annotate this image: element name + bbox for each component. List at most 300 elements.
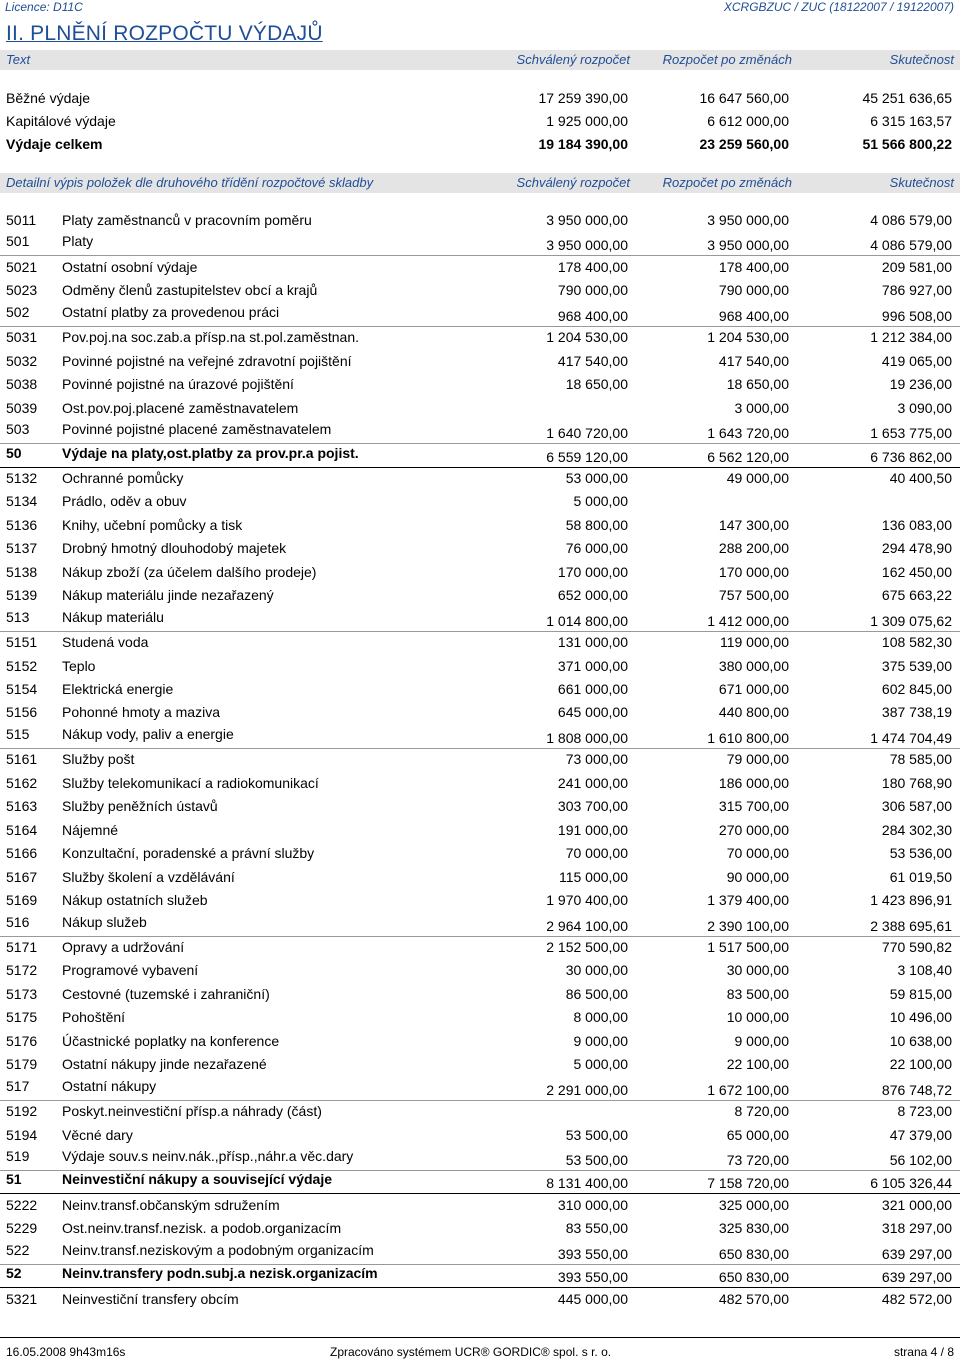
budget-after-changes: 1 610 800,00 — [707, 730, 789, 746]
table-row — [0, 490, 960, 513]
item-name: Neinv.transf.neziskovým a podobným organizacím — [62, 1242, 374, 1258]
budget-after-changes: 1 672 100,00 — [707, 1082, 789, 1098]
actual-amount: 22 100,00 — [889, 1056, 952, 1072]
approved-budget: 2 964 100,00 — [546, 918, 628, 934]
budget-after-changes: 170 000,00 — [718, 564, 789, 580]
approved-budget: 30 000,00 — [565, 962, 628, 978]
actual-amount: 786 927,00 — [881, 282, 952, 298]
item-name: Ost.neinv.transf.nezisk. a podob.organizacím — [62, 1220, 342, 1236]
item-name: Nákup vody, paliv a energie — [62, 726, 234, 742]
item-code: 5167 — [6, 869, 38, 885]
budget-after-changes: 325 000,00 — [718, 1197, 789, 1213]
item-name: Služby telekomunikací a radiokomunikací — [62, 775, 319, 791]
page-footer — [0, 1337, 960, 1358]
header-actual: Skutečnost — [889, 52, 954, 67]
item-name: Výdaje na platy,ost.platby za prov.pr.a pojist. — [62, 445, 359, 461]
item-code: 5139 — [6, 587, 38, 603]
item-name: Nákup zboží (za účelem dalšího prodeje) — [62, 564, 317, 580]
item-code: 5229 — [6, 1220, 38, 1236]
item-code: 5156 — [6, 704, 38, 720]
budget-after-changes: 70 000,00 — [726, 845, 789, 861]
item-code: 5222 — [6, 1197, 38, 1213]
item-code: 51 — [6, 1171, 22, 1187]
budget-after-changes: 417 540,00 — [718, 353, 789, 369]
table-row — [0, 1194, 960, 1217]
summary-row-current — [0, 88, 960, 111]
item-name: Elektrická energie — [62, 681, 174, 697]
table-row — [0, 561, 960, 584]
item-code: 5166 — [6, 845, 38, 861]
approved-budget: 1 970 400,00 — [546, 892, 628, 908]
budget-after-changes: 30 000,00 — [726, 962, 789, 978]
approved-budget: 645 000,00 — [557, 704, 628, 720]
budget-after-changes: 315 700,00 — [718, 798, 789, 814]
approved-budget: 241 000,00 — [557, 775, 628, 791]
item-name: Služby pošt — [62, 751, 135, 767]
budget-after-changes: 1 379 400,00 — [707, 892, 789, 908]
item-code: 5194 — [6, 1127, 38, 1143]
budget-after-changes: 8 720,00 — [734, 1103, 789, 1119]
actual-amount: 6 736 862,00 — [870, 449, 952, 465]
approved-budget: 661 000,00 — [557, 681, 628, 697]
item-code: 5179 — [6, 1056, 38, 1072]
actual-amount: 180 768,90 — [881, 775, 952, 791]
actual-amount: 1 653 775,00 — [870, 425, 952, 441]
actual-amount: 8 723,00 — [897, 1103, 952, 1119]
summary-name: Kapitálové výdaje — [6, 113, 116, 129]
header-after-changes: Rozpočet po změnách — [662, 175, 792, 190]
item-code: 5176 — [6, 1033, 38, 1049]
table-row — [0, 959, 960, 982]
budget-after-changes: 2 390 100,00 — [707, 918, 789, 934]
item-code: 5038 — [6, 376, 38, 392]
item-name: Prádlo, oděv a obuv — [62, 493, 187, 509]
item-name: Konzultační, poradenské a právní služby — [62, 845, 315, 861]
header-detail-text: Detailní výpis položek dle druhového třídění rozpočtové skladby — [6, 175, 374, 190]
actual-amount: 375 539,00 — [881, 658, 952, 674]
approved-budget: 2 152 500,00 — [546, 939, 628, 955]
table-row — [0, 584, 960, 607]
summary-approved: 19 184 390,00 — [538, 136, 628, 152]
item-name: Knihy, učební pomůcky a tisk — [62, 517, 243, 533]
item-code: 5137 — [6, 540, 38, 556]
budget-after-changes: 1 204 530,00 — [707, 329, 789, 345]
table-row — [0, 467, 960, 490]
group-total-row — [0, 1264, 960, 1288]
summary-approved: 17 259 390,00 — [538, 90, 628, 106]
item-code: 5169 — [6, 892, 38, 908]
actual-amount: 876 748,72 — [881, 1082, 952, 1098]
item-code: 5163 — [6, 798, 38, 814]
item-code: 5192 — [6, 1103, 38, 1119]
group-total-row — [0, 1170, 960, 1194]
summary-row-capital — [0, 111, 960, 134]
approved-budget: 3 950 000,00 — [546, 212, 628, 228]
item-code: 50 — [6, 445, 22, 461]
actual-amount: 209 581,00 — [881, 259, 952, 275]
approved-budget: 5 000,00 — [573, 493, 628, 509]
budget-after-changes: 757 500,00 — [718, 587, 789, 603]
summary-after-changes: 16 647 560,00 — [699, 90, 789, 106]
item-code: 5134 — [6, 493, 38, 509]
summary-approved: 1 925 000,00 — [546, 113, 628, 129]
approved-budget: 86 500,00 — [565, 986, 628, 1002]
license-label: Licence: D11C — [5, 0, 83, 14]
actual-amount: 284 302,30 — [881, 822, 952, 838]
item-name: Ostatní nákupy jinde nezařazené — [62, 1056, 267, 1072]
table-row — [0, 866, 960, 889]
budget-after-changes: 1 412 000,00 — [707, 613, 789, 629]
table-row — [0, 772, 960, 795]
budget-after-changes: 968 400,00 — [718, 308, 789, 324]
table-row — [0, 748, 960, 771]
item-name: Neinv.transf.občanským sdružením — [62, 1197, 280, 1213]
actual-amount: 321 000,00 — [881, 1197, 952, 1213]
group-total-row — [0, 444, 960, 468]
item-name: Služby školení a vzdělávání — [62, 869, 235, 885]
budget-after-changes: 119 000,00 — [719, 634, 789, 650]
budget-after-changes: 325 830,00 — [718, 1220, 789, 1236]
actual-amount: 61 019,50 — [889, 869, 952, 885]
item-code: 513 — [6, 609, 30, 625]
table-row — [0, 350, 960, 373]
actual-amount: 1 212 384,00 — [870, 329, 952, 345]
table-row — [0, 397, 960, 420]
page-number: strana 4 / 8 — [893, 1345, 954, 1359]
approved-budget: 6 559 120,00 — [546, 449, 628, 465]
header-text: Text — [6, 52, 31, 67]
summary-actual: 51 566 800,22 — [862, 136, 952, 152]
budget-after-changes: 650 830,00 — [718, 1269, 789, 1285]
subtotal-row — [0, 608, 960, 632]
item-code: 5162 — [6, 775, 38, 791]
budget-after-changes: 79 000,00 — [726, 751, 789, 767]
table-row — [0, 1124, 960, 1147]
budget-after-changes: 6 562 120,00 — [707, 449, 789, 465]
summary-actual: 45 251 636,65 — [862, 90, 952, 106]
approved-budget: 115 000,00 — [558, 869, 628, 885]
subtotal-row — [0, 1077, 960, 1101]
table-row — [0, 209, 960, 232]
approved-budget: 1 808 000,00 — [546, 730, 628, 746]
item-name: Platy zaměstnanců v pracovním poměru — [62, 212, 312, 228]
table-row — [0, 678, 960, 701]
item-name: Teplo — [62, 658, 96, 674]
approved-budget: 3 950 000,00 — [546, 237, 628, 253]
approved-budget: 8 000,00 — [573, 1009, 628, 1025]
table-row — [0, 1053, 960, 1076]
actual-amount: 419 065,00 — [881, 353, 952, 369]
table-row — [0, 889, 960, 912]
actual-amount: 996 508,00 — [881, 308, 952, 324]
table-row — [0, 256, 960, 279]
item-name: Povinné pojistné na úrazové pojištění — [62, 376, 294, 392]
table-row — [0, 842, 960, 865]
approved-budget: 18 650,00 — [565, 376, 628, 392]
item-name: Opravy a udržování — [62, 939, 185, 955]
header-approved: Schválený rozpočet — [516, 52, 630, 67]
subtotal-row — [0, 420, 960, 444]
item-code: 5132 — [6, 470, 38, 486]
table-row — [0, 326, 960, 349]
budget-after-changes: 73 720,00 — [726, 1152, 789, 1168]
actual-amount: 56 102,00 — [889, 1152, 952, 1168]
actual-amount: 318 297,00 — [881, 1220, 952, 1236]
approved-budget: 393 550,00 — [557, 1246, 628, 1262]
summary-name: Běžné výdaje — [6, 90, 91, 106]
item-code: 517 — [6, 1078, 30, 1094]
summary-header — [0, 50, 960, 70]
actual-amount: 2 388 695,61 — [870, 918, 952, 934]
item-code: 5152 — [6, 658, 38, 674]
actual-amount: 10 638,00 — [889, 1033, 952, 1049]
table-row — [0, 1217, 960, 1240]
detail-header — [0, 173, 960, 193]
summary-name: Výdaje celkem — [6, 136, 103, 152]
actual-amount: 162 450,00 — [881, 564, 952, 580]
approved-budget: 53 000,00 — [565, 470, 628, 486]
item-code: 5021 — [6, 259, 38, 275]
top-bar — [0, 0, 960, 14]
item-name: Pohoštění — [62, 1009, 126, 1025]
item-code: 501 — [6, 233, 30, 249]
actual-amount: 6 105 326,44 — [870, 1175, 952, 1191]
item-name: Pohonné hmoty a maziva — [62, 704, 220, 720]
header-after-changes: Rozpočet po změnách — [662, 52, 792, 67]
budget-after-changes: 65 000,00 — [726, 1127, 789, 1143]
budget-after-changes: 1 517 500,00 — [707, 939, 789, 955]
table-row — [0, 795, 960, 818]
budget-after-changes: 186 000,00 — [718, 775, 789, 791]
actual-amount: 47 379,00 — [889, 1127, 952, 1143]
summary-actual: 6 315 163,57 — [870, 113, 952, 129]
actual-amount: 78 585,00 — [889, 751, 952, 767]
approved-budget: 790 000,00 — [557, 282, 628, 298]
approved-budget: 131 000,00 — [557, 634, 628, 650]
actual-amount: 19 236,00 — [889, 376, 952, 392]
header-approved: Schválený rozpočet — [516, 175, 630, 190]
actual-amount: 639 297,00 — [881, 1246, 952, 1262]
print-date: 16.05.2008 9h43m16s — [6, 1345, 126, 1359]
budget-after-changes: 671 000,00 — [718, 681, 789, 697]
item-code: 5032 — [6, 353, 38, 369]
approved-budget: 5 000,00 — [573, 1056, 628, 1072]
table-row — [0, 1030, 960, 1053]
item-name: Ostatní osobní výdaje — [62, 259, 198, 275]
actual-amount: 136 083,00 — [881, 517, 952, 533]
approved-budget: 417 540,00 — [557, 353, 628, 369]
budget-after-changes: 178 400,00 — [718, 259, 789, 275]
item-code: 5173 — [6, 986, 38, 1002]
approved-budget: 83 550,00 — [565, 1220, 628, 1236]
item-code: 516 — [6, 914, 30, 930]
item-name: Platy — [62, 233, 94, 249]
subtotal-row — [0, 725, 960, 749]
approved-budget: 1 014 800,00 — [546, 613, 628, 629]
budget-after-changes: 10 000,00 — [726, 1009, 789, 1025]
budget-after-changes: 18 650,00 — [726, 376, 789, 392]
item-code: 522 — [6, 1242, 30, 1258]
approved-budget: 1 204 530,00 — [546, 329, 628, 345]
actual-amount: 53 536,00 — [889, 845, 952, 861]
actual-amount: 40 400,50 — [889, 470, 952, 486]
item-code: 5151 — [6, 634, 38, 650]
table-row — [0, 701, 960, 724]
actual-amount: 108 582,30 — [881, 634, 952, 650]
actual-amount: 387 738,19 — [881, 704, 952, 720]
item-name: Cestovné (tuzemské i zahraniční) — [62, 986, 270, 1002]
table-row — [0, 373, 960, 396]
budget-after-changes: 270 000,00 — [718, 822, 789, 838]
summary-after-changes: 23 259 560,00 — [699, 136, 789, 152]
item-name: Studená voda — [62, 634, 149, 650]
item-name: Ostatní nákupy — [62, 1078, 157, 1094]
approved-budget: 2 291 000,00 — [546, 1082, 628, 1098]
approved-budget: 9 000,00 — [573, 1033, 628, 1049]
header-actual: Skutečnost — [889, 175, 954, 190]
actual-amount: 1 423 896,91 — [870, 892, 952, 908]
approved-budget: 53 500,00 — [565, 1152, 628, 1168]
actual-amount: 59 815,00 — [889, 986, 952, 1002]
item-name: Výdaje souv.s neinv.nák.,přísp.,náhr.a věc.dary — [62, 1148, 354, 1164]
approved-budget: 652 000,00 — [557, 587, 628, 603]
subtotal-row — [0, 303, 960, 327]
table-row — [0, 1288, 960, 1311]
table-row — [0, 537, 960, 560]
approved-budget: 70 000,00 — [565, 845, 628, 861]
budget-after-changes: 22 100,00 — [726, 1056, 789, 1072]
item-name: Odměny členů zastupitelstev obcí a krajů — [62, 282, 318, 298]
budget-after-changes: 650 830,00 — [718, 1246, 789, 1262]
approved-budget: 170 000,00 — [557, 564, 628, 580]
table-row — [0, 655, 960, 678]
table-row — [0, 819, 960, 842]
actual-amount: 4 086 579,00 — [870, 237, 952, 253]
actual-amount: 1 309 075,62 — [870, 613, 952, 629]
summary-row-total — [0, 134, 960, 157]
table-row — [0, 936, 960, 959]
budget-after-changes: 7 158 720,00 — [707, 1175, 789, 1191]
item-code: 519 — [6, 1148, 30, 1164]
table-row — [0, 983, 960, 1006]
approved-budget: 73 000,00 — [565, 751, 628, 767]
budget-after-changes: 147 300,00 — [718, 517, 789, 533]
budget-after-changes: 83 500,00 — [726, 986, 789, 1002]
table-row — [0, 631, 960, 654]
summary-after-changes: 6 612 000,00 — [707, 113, 789, 129]
budget-after-changes: 1 643 720,00 — [707, 425, 789, 441]
item-name: Nákup materiálu — [62, 609, 164, 625]
budget-after-changes: 3 950 000,00 — [707, 237, 789, 253]
approved-budget: 191 000,00 — [557, 822, 628, 838]
system-note: Zpracováno systémem UCR® GORDIC® spol. s r. o. — [330, 1345, 612, 1359]
item-name: Poskyt.neinvestiční přísp.a náhrady (část) — [62, 1103, 322, 1119]
report-code: XCRGBZUC / ZUC (18122007 / 19122007) — [723, 0, 954, 14]
budget-after-changes: 49 000,00 — [726, 470, 789, 486]
item-code: 5039 — [6, 400, 38, 416]
subtotal-row — [0, 1147, 960, 1171]
approved-budget: 76 000,00 — [565, 540, 628, 556]
budget-after-changes: 90 000,00 — [726, 869, 789, 885]
item-name: Ochranné pomůcky — [62, 470, 184, 486]
item-name: Nájemné — [62, 822, 119, 838]
actual-amount: 675 663,22 — [881, 587, 952, 603]
item-code: 515 — [6, 726, 30, 742]
item-code: 52 — [6, 1265, 22, 1281]
subtotal-row — [0, 1241, 960, 1265]
item-name: Neinv.transfery podn.subj.a nezisk.organizacím — [62, 1265, 378, 1281]
item-name: Programové vybavení — [62, 962, 199, 978]
actual-amount: 3 090,00 — [897, 400, 952, 416]
item-code: 5136 — [6, 517, 38, 533]
table-row — [0, 514, 960, 537]
actual-amount: 770 590,82 — [881, 939, 952, 955]
budget-after-changes: 9 000,00 — [734, 1033, 789, 1049]
approved-budget: 310 000,00 — [557, 1197, 628, 1213]
budget-after-changes: 790 000,00 — [718, 282, 789, 298]
approved-budget: 178 400,00 — [557, 259, 628, 275]
subtotal-row — [0, 232, 960, 256]
item-name: Nákup ostatních služeb — [62, 892, 208, 908]
actual-amount: 306 587,00 — [881, 798, 952, 814]
item-code: 5154 — [6, 681, 38, 697]
item-code: 5031 — [6, 329, 38, 345]
item-code: 5321 — [6, 1291, 38, 1307]
approved-budget: 303 700,00 — [557, 798, 628, 814]
item-name: Drobný hmotný dlouhodobý majetek — [62, 540, 287, 556]
table-row — [0, 1100, 960, 1123]
item-name: Nákup služeb — [62, 914, 147, 930]
budget-after-changes: 3 000,00 — [734, 400, 789, 416]
item-code: 5172 — [6, 962, 38, 978]
item-name: Neinvestiční nákupy a související výdaje — [62, 1171, 333, 1187]
item-code: 5138 — [6, 564, 38, 580]
approved-budget: 393 550,00 — [557, 1269, 628, 1285]
item-code: 5164 — [6, 822, 38, 838]
item-name: Ostatní platby za provedenou práci — [62, 304, 280, 320]
item-name: Účastnické poplatky na konference — [62, 1033, 280, 1049]
actual-amount: 639 297,00 — [881, 1269, 952, 1285]
approved-budget: 8 131 400,00 — [546, 1175, 628, 1191]
item-name: Ost.pov.poj.placené zaměstnavatelem — [62, 400, 299, 416]
actual-amount: 482 572,00 — [881, 1291, 952, 1307]
budget-after-changes: 440 800,00 — [718, 704, 789, 720]
item-code: 5161 — [6, 751, 38, 767]
item-name: Nákup materiálu jinde nezařazený — [62, 587, 274, 603]
budget-after-changes: 482 570,00 — [718, 1291, 789, 1307]
item-name: Pov.poj.na soc.zab.a přísp.na st.pol.zaměstnan. — [62, 329, 360, 345]
table-row — [0, 279, 960, 302]
approved-budget: 58 800,00 — [565, 517, 628, 533]
budget-after-changes: 380 000,00 — [718, 658, 789, 674]
approved-budget: 53 500,00 — [565, 1127, 628, 1143]
table-row — [0, 1006, 960, 1029]
approved-budget: 1 640 720,00 — [546, 425, 628, 441]
budget-after-changes: 288 200,00 — [718, 540, 789, 556]
item-name: Služby peněžních ústavů — [62, 798, 218, 814]
page-title: II. PLNĚNÍ ROZPOČTU VÝDAJŮ — [6, 22, 323, 45]
item-name: Povinné pojistné placené zaměstnavatelem — [62, 421, 332, 437]
actual-amount: 3 108,40 — [897, 962, 952, 978]
item-name: Neinvestiční transfery obcím — [62, 1291, 239, 1307]
item-code: 502 — [6, 304, 30, 320]
actual-amount: 4 086 579,00 — [870, 212, 952, 228]
item-code: 5175 — [6, 1009, 38, 1025]
actual-amount: 602 845,00 — [881, 681, 952, 697]
actual-amount: 10 496,00 — [889, 1009, 952, 1025]
approved-budget: 371 000,00 — [557, 658, 628, 674]
budget-after-changes: 3 950 000,00 — [707, 212, 789, 228]
